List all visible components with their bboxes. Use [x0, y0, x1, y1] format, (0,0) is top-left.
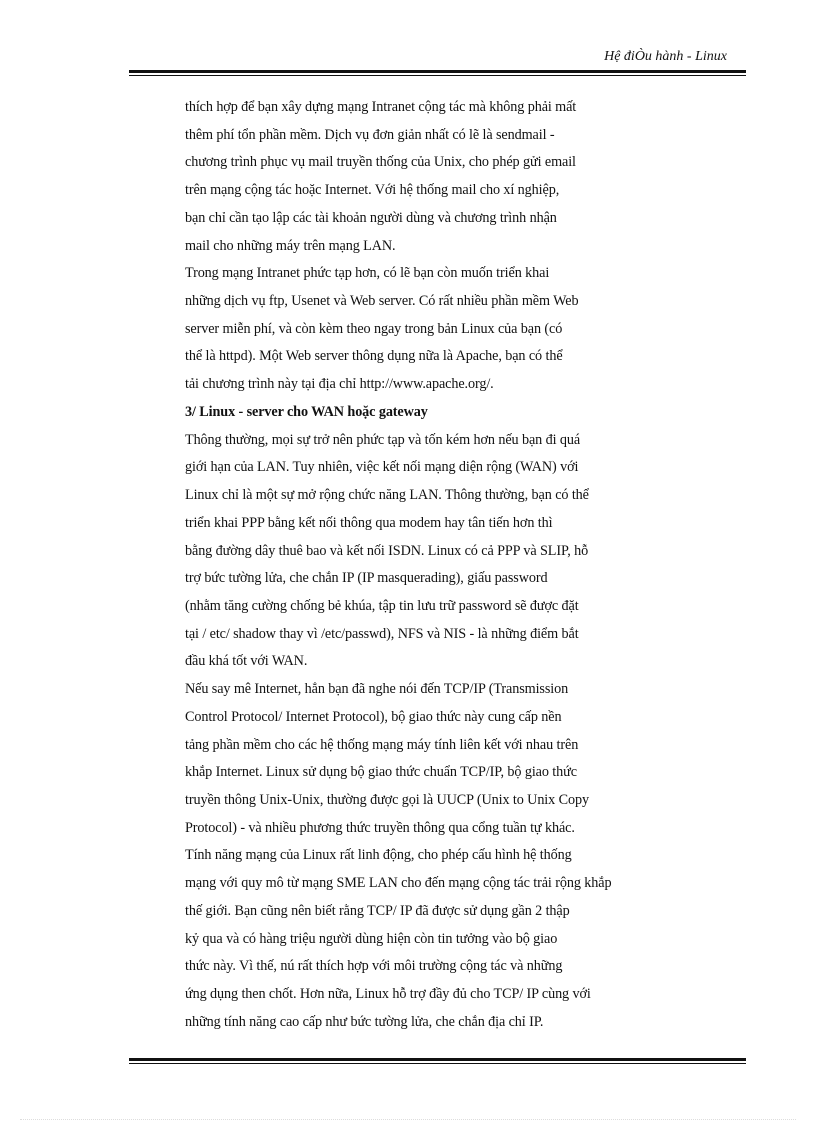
text-line: những dịch vụ ftp, Usenet và Web server. Có rất nhiều phần mềm Web	[185, 293, 579, 310]
text-line: Control Protocol/ Internet Protocol), bộ giao thức này cung cấp nền	[185, 708, 562, 725]
page-body	[185, 94, 705, 1036]
text-line: kỷ qua và có hàng triệu người dùng hiện còn tin tưởng vào bộ giao	[185, 930, 558, 947]
text-line: Thông thường, mọi sự trở nên phức tạp và tốn kém hơn nếu bạn đi quá	[185, 431, 581, 448]
text-line: chương trình phục vụ mail truyền thống của Unix, cho phép gửi email	[185, 154, 576, 171]
text-line: trợ bức tường lửa, che chắn IP (IP masquerading), giấu password	[185, 570, 548, 587]
text-line: giới hạn của LAN. Tuy nhiên, việc kết nối mạng diện rộng (WAN) với	[185, 459, 579, 476]
text-line: mail cho những máy trên mạng LAN.	[185, 237, 396, 254]
page-edge	[20, 1119, 796, 1120]
text-line: đầu khá tốt với WAN.	[185, 653, 308, 670]
text-line: những tính năng cao cấp như bức tường lửa, che chắn địa chỉ IP.	[185, 1013, 544, 1030]
text-line: tại / etc/ shadow thay vì /etc/passwd), NFS và NIS - là những điểm bắt	[185, 625, 579, 642]
text-line: (nhằm tăng cường chống bẻ khúa, tập tin lưu trữ password sẽ được đặt	[185, 597, 579, 614]
text-line: Protocol) - và nhiều phương thức truyền thông qua cổng tuần tự khác.	[185, 819, 575, 836]
text-line: thích hợp để bạn xây dựng mạng Intranet cộng tác mà không phải mất	[185, 99, 577, 115]
page-header	[0, 0, 816, 80]
text-line: triển khai PPP bằng kết nối thông qua modem hay tân tiến hơn thì	[185, 514, 553, 531]
text-line: mạng với quy mô từ mạng SME LAN cho đến mạng cộng tác trải rộng khắp	[185, 875, 612, 892]
text-line: bạn chỉ cần tạo lập các tài khoản người dùng và chương trình nhận	[185, 209, 557, 226]
text-line: khắp Internet. Linux sử dụng bộ giao thức chuẩn TCP/IP, bộ giao thức	[185, 764, 577, 781]
text-line: tải chương trình này tại địa chỉ http://www.apache.org/.	[185, 376, 494, 393]
text-line: Nếu say mê Internet, hẳn bạn đã nghe nói đến TCP/IP (Transmission	[185, 681, 569, 698]
text-line: ứng dụng then chốt. Hơn nữa, Linux hỗ trợ đầy đủ cho TCP/ IP cùng với	[185, 986, 591, 1002]
header-title: Hệ điÒu hành - Linux	[604, 49, 727, 64]
text-line: Linux chỉ là một sự mở rộng chức năng LAN. Thông thường, bạn có thể	[185, 487, 589, 504]
text-line: thế giới. Bạn cũng nên biết rằng TCP/ IP đã được sử dụng gần 2 thập	[185, 902, 570, 919]
text-line: trên mạng cộng tác hoặc Internet. Với hệ thống mail cho xí nghiệp,	[185, 182, 560, 199]
text-line: thức này. Vì thế, nú rất thích hợp với môi trường cộng tác và những	[185, 958, 563, 975]
text-line: Trong mạng Intranet phức tạp hơn, có lẽ bạn còn muốn triển khai	[185, 265, 550, 282]
text-line: tảng phần mềm cho các hệ thống mạng máy tính liên kết với nhau trên	[185, 736, 579, 753]
text-line: thể là httpd). Một Web server thông dụng nữa là Apache, bạn có thể	[185, 348, 563, 365]
text-line: thêm phí tổn phần mềm. Dịch vụ đơn giản nhất có lẽ là sendmail -	[185, 126, 555, 143]
text-line: server miễn phí, và còn kèm theo ngay trong bản Linux của bạn (có	[185, 320, 563, 337]
section-heading: 3/ Linux - server cho WAN hoặc gateway	[185, 403, 428, 420]
text-line: truyền thông Unix-Unix, thường được gọi là UUCP (Unix to Unix Copy	[185, 791, 589, 808]
text-line: Tính năng mạng của Linux rất linh động, cho phép cấu hình hệ thống	[185, 847, 572, 864]
footer-rule	[129, 1058, 746, 1064]
header-rule	[129, 70, 746, 76]
text-line: bằng đường dây thuê bao và kết nối ISDN. Linux có cả PPP và SLIP, hỗ	[185, 542, 589, 559]
